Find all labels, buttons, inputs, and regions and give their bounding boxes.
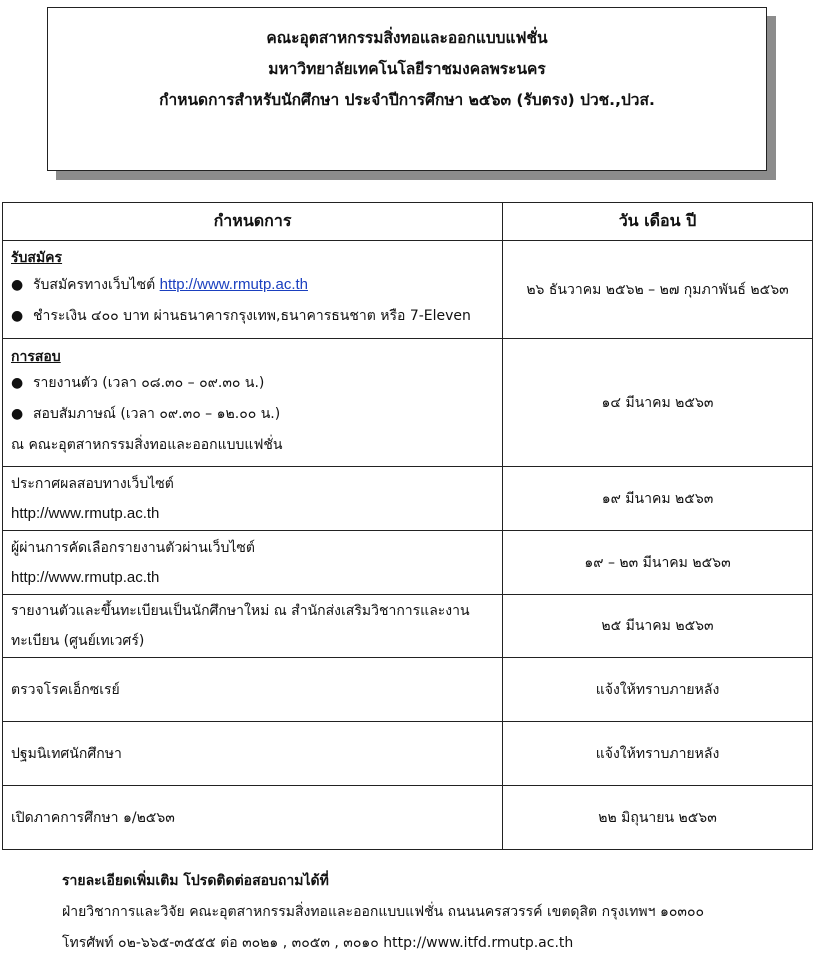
schedule-cell [3, 531, 503, 595]
table-row [3, 658, 813, 722]
schedule-cell [3, 339, 503, 467]
schedule-cell [3, 595, 503, 658]
item-text: ชำระเงิน ๔๐๐ บาท ผ่านธนาคารกรุงเทพ,ธนาคารธนชาต หรือ 7-Eleven [33, 308, 471, 324]
table-row [3, 467, 813, 531]
row-url: http://www.rmutp.ac.th [11, 504, 160, 522]
date-cell: ๒๖ ธันวาคม ๒๕๖๒ – ๒๗ กุมภาพันธ์ ๒๕๖๓ [503, 241, 813, 339]
date-cell: ๒๒ มิถุนายน ๒๕๖๓ [503, 786, 813, 850]
date-cell: ๑๙ มีนาคม ๒๕๖๓ [503, 467, 813, 531]
schedule-cell [3, 786, 503, 850]
bullet-icon: ● [11, 308, 24, 324]
header-box [47, 7, 767, 171]
contact-phone: โทรศัพท์ ๐๒-๖๖๕-๓๕๕๕ ต่อ ๓๐๒๑ , ๓๐๕๓ , ๓๐๑๐ http://www.itfd.rmutp.ac.th [62, 935, 574, 951]
row-text: ทะเบียน (ศูนย์เทเวศร์) [11, 633, 145, 649]
column-header-date: วัน เดือน ปี [503, 203, 813, 241]
item-text: รายงานตัว (เวลา ๐๘.๓๐ – ๐๙.๓๐ น.) [33, 374, 265, 391]
date-cell: ๑๙ – ๒๓ มีนาคม ๒๕๖๓ [503, 531, 813, 595]
section-title-application: รับสมัคร [11, 250, 63, 266]
row-text: ประกาศผลสอบทางเว็บไซต์ [11, 475, 174, 492]
schedule-cell [3, 241, 503, 339]
table-row [3, 722, 813, 786]
contact-footer [62, 866, 704, 959]
row-text: รายงานตัวและขึ้นทะเบียนเป็นนักศึกษาใหม่ ณ สำนักส่งเสริมวิชาการและงาน [11, 603, 470, 619]
row-url: http://www.rmutp.ac.th [11, 568, 160, 586]
contact-title: รายละเอียดเพิ่มเติม โปรดติดต่อสอบถามได้ที่ [62, 873, 329, 889]
list-item [11, 269, 494, 301]
list-item [11, 399, 494, 430]
table-row [3, 339, 813, 467]
bullet-icon: ● [11, 405, 24, 422]
university-name: มหาวิทยาลัยเทคโนโลยีราชมงคลพระนคร [268, 60, 546, 78]
row-text: เปิดภาคการศึกษา ๑/๒๕๖๓ [11, 809, 175, 826]
section-title-exam: การสอบ [11, 348, 61, 365]
column-header-schedule: กำหนดการ [3, 203, 503, 241]
faculty-name: คณะอุตสาหกรรมสิ่งทอและออกแบบแฟชั่น [266, 29, 548, 47]
bullet-icon: ● [11, 277, 24, 293]
row-text: ปฐมนิเทศนักศึกษา [11, 745, 122, 762]
item-text: สอบสัมภาษณ์ (เวลา ๐๙.๓๐ – ๑๒.๐๐ น.) [33, 405, 281, 422]
page-title: กำหนดการสำหรับนักศึกษา ประจำปีการศึกษา ๒๕๖๓ (รับตรง) ปวช.,ปวส. [159, 91, 655, 109]
schedule-table [2, 202, 813, 850]
table-row [3, 595, 813, 658]
exam-location: ณ คณะอุตสาหกรรมสิ่งทอและออกแบบแฟชั่น [11, 436, 283, 453]
schedule-cell [3, 722, 503, 786]
website-link[interactable]: http://www.rmutp.ac.th [159, 276, 308, 293]
list-item [11, 368, 494, 399]
date-cell: ๑๔ มีนาคม ๒๕๖๓ [503, 339, 813, 467]
item-text: รับสมัครทางเว็บไซต์ [33, 277, 160, 293]
row-text: ผู้ผ่านการคัดเลือกรายงานตัวผ่านเว็บไซต์ [11, 539, 256, 556]
row-text: ตรวจโรคเอ็กซเรย์ [11, 681, 120, 698]
contact-address: ฝ่ายวิชาการและวิจัย คณะอุตสาหกรรมสิ่งทอและออกแบบแฟชั่น ถนนนครสวรรค์ เขตดุสิต กรุงเทพฯ ๑๐๓๐๐ [62, 904, 705, 920]
date-cell: แจ้งให้ทราบภายหลัง [503, 722, 813, 786]
table-header-row [3, 203, 813, 241]
date-cell: แจ้งให้ทราบภายหลัง [503, 658, 813, 722]
date-cell: ๒๕ มีนาคม ๒๕๖๓ [503, 595, 813, 658]
bullet-icon: ● [11, 374, 24, 391]
list-item [11, 301, 494, 332]
table-row [3, 241, 813, 339]
schedule-cell [3, 658, 503, 722]
schedule-cell [3, 467, 503, 531]
table-row [3, 786, 813, 850]
table-row [3, 531, 813, 595]
